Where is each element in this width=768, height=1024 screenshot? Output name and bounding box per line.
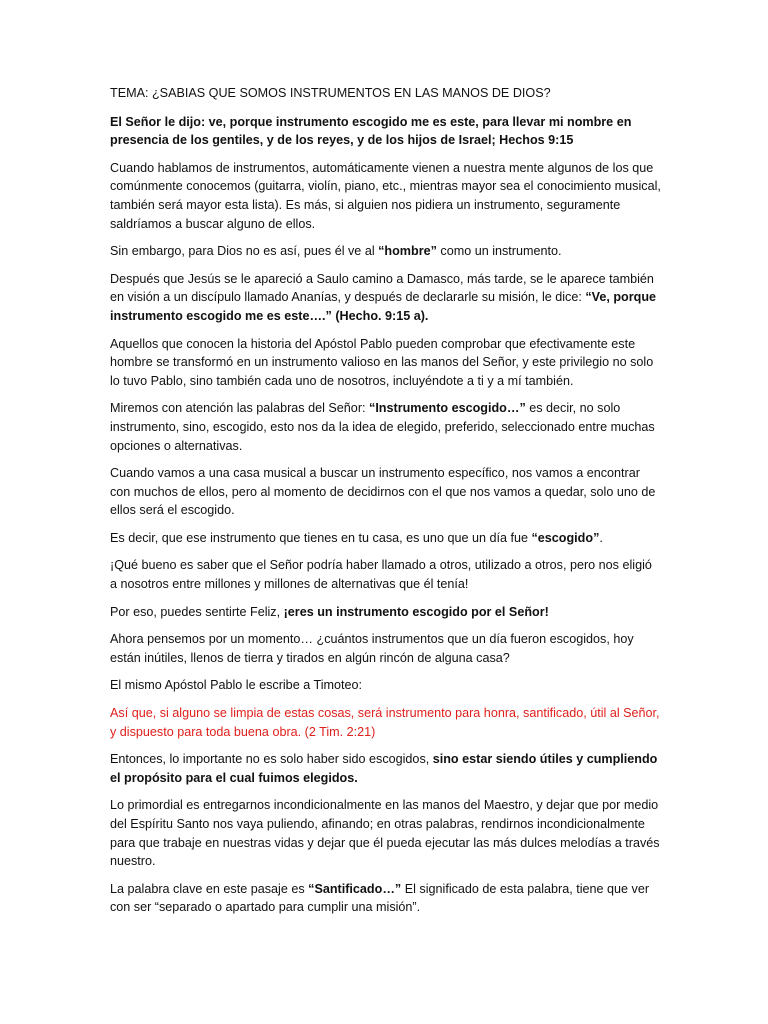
paragraph-2: Cuando hablamos de instrumentos, automáticamente vienen a nuestra mente algunos de los que comúnmente conocemos (guitarra, violín, piano, etc., mientras mayor sea el conocimiento musical, también será mayor esta lista). Es más, si alguien nos pidiera un instrumento, seguramente saldríamos a buscar alguno de ellos. (110, 160, 661, 231)
paragraph-6-tail: es decir, no solo instrumento, sino, escogido, esto nos da la idea de elegido, preferido, seleccionado entre muchas opciones o alternativas. (110, 401, 655, 453)
paragraph-8-bold: “escogido” (531, 530, 600, 545)
paragraph-16-tail: El significado de esta palabra, tiene que ver con ser “separado o apartado para cumplir una misión”. (110, 881, 650, 915)
paragraph-4 (110, 270, 662, 326)
paragraph-9: ¡Qué bueno es saber que el Señor podría haber llamado a otros, utilizado a otros, pero nos eligió a nosotros entre millones y millones de alternativas que él tenía! (110, 558, 652, 592)
paragraph-10-text: Por eso, puedes sentirte Feliz, (110, 604, 284, 619)
paragraph-14 (110, 750, 662, 787)
paragraph-1: El Señor le dijo: ve, porque instrumento escogido me es este, para llevar mi nombre en presencia de los gentiles, y de los reyes, y de los hijos de Israel; Hechos 9:15 (110, 114, 632, 148)
paragraph-7: Cuando vamos a una casa musical a buscar un instrumento específico, nos vamos a encontrar con muchos de ellos, pero al momento de decidirnos con el que nos vamos a quedar, solo uno de ellos será el escogido. (110, 466, 656, 518)
scripture-quote: Así que, si alguno se limpia de estas cosas, será instrumento para honra, santificado, útil al Señor, y dispuesto para toda buena obra. (2 Tim. 2:21) (110, 706, 660, 739)
paragraph-16-bold: “Santificado…” (308, 881, 402, 896)
paragraph-4-text: Después que Jesús se le apareció a Saulo camino a Damasco, más tarde, se le aparece también en visión a un discípulo llamado Ananías, y después de declararle su misión, le dice: (110, 271, 654, 305)
paragraph-6-text: Miremos con atención las palabras del Señor: (110, 401, 370, 416)
document-title: TEMA: ¿SABIAS QUE SOMOS INSTRUMENTOS EN LAS MANOS DE DIOS? (110, 86, 551, 100)
paragraph-16-text: La palabra clave en este pasaje es (110, 881, 309, 896)
paragraph-3 (110, 242, 662, 261)
paragraph-8 (110, 529, 662, 548)
paragraph-14-text: Entonces, lo importante no es solo haber sido escogidos, (110, 752, 433, 767)
paragraph-10 (110, 603, 662, 622)
paragraph-3-text: Sin embargo, para Dios no es así, pues él ve al (110, 244, 379, 259)
paragraph-16 (110, 880, 662, 917)
paragraph-8-tail: . (599, 530, 603, 545)
paragraph-3-tail: como un instrumento. (436, 244, 562, 259)
paragraph-6-bold: “Instrumento escogido…” (369, 401, 526, 416)
paragraph-6 (110, 399, 662, 455)
paragraph-15: Lo primordial es entregarnos incondicionalmente en las manos del Maestro, y dejar que por medio del Espíritu Santo nos vaya puliendo, afinando; en otras palabras, rendirnos incondicionalmente para que trabaje en nuestras vidas y dejar que él pueda ejecutar las más dulces melodías a través nuestro. (110, 798, 660, 869)
paragraph-12: El mismo Apóstol Pablo le escribe a Timoteo: (110, 678, 362, 693)
paragraph-14-bold: sino estar siendo útiles y cumpliendo el propósito para el cual fuimos elegidos. (110, 752, 658, 785)
paragraph-3-bold: “hombre” (378, 244, 437, 259)
paragraph-8-text: Es decir, que ese instrumento que tienes en tu casa, es uno que un día fue (110, 530, 532, 545)
paragraph-10-bold: ¡eres un instrumento escogido por el Señor! (283, 604, 549, 619)
paragraph-11: Ahora pensemos por un momento… ¿cuántos instrumentos que un día fueron escogidos, hoy están inútiles, llenos de tierra y tirados en algún rincón de alguna casa? (110, 632, 634, 665)
paragraph-5: Aquellos que conocen la historia del Apóstol Pablo pueden comprobar que efectivamente este hombre se transformó en un instrumento valioso en las manos del Señor, y este privilegio no solo lo tuvo Pablo, sino también cada uno de nosotros, incluyéndote a ti y a mí también. (110, 336, 654, 388)
paragraph-4-bold: “Ve, porque instrumento escogido me es este….” (Hecho. 9:15 a). (110, 290, 657, 323)
